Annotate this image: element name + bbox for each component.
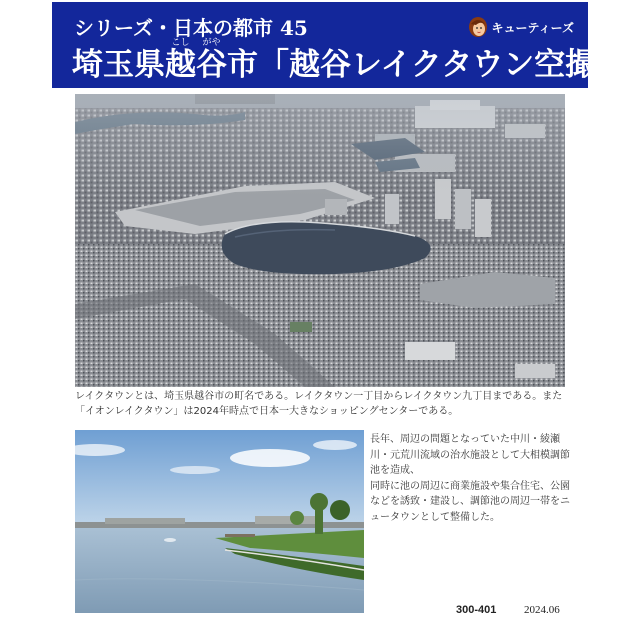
aerial-photo-caption: レイクタウンとは、埼玉県越谷市の町名である。レイクタウン一丁目からレイクタウン九丁目まである。また「イオンレイクタウン」は2024年時点で日本一大きなショッピングセンターである。 bbox=[75, 391, 563, 417]
series-label: シリーズ・日本の都市 45 bbox=[74, 16, 308, 40]
title-prefix: 埼玉県 bbox=[72, 47, 165, 83]
title-gaya bbox=[196, 38, 227, 84]
header-banner bbox=[52, 2, 628, 88]
lake-photo bbox=[75, 430, 364, 613]
girl-face-logo-icon bbox=[468, 16, 488, 38]
ruby-gaya: がや bbox=[196, 38, 227, 48]
title-suffix: 市「越谷レイクタウン空撮」 bbox=[227, 47, 628, 83]
ruby-koshi: こし bbox=[165, 38, 196, 48]
title-gaya-kanji: 谷 bbox=[196, 47, 227, 83]
description-paragraph-2: 同時に池の周辺に商業施設や集合住宅、公園などを誘致・建設し、調節池の周辺一帯をニュータウンとして整備した。 bbox=[370, 480, 570, 523]
aerial-photo-illustration bbox=[75, 94, 565, 387]
lake-photo-illustration bbox=[75, 430, 364, 613]
title-koshi-kanji: 越 bbox=[165, 47, 196, 83]
issue-date: 2024.06 bbox=[524, 604, 560, 616]
title-koshi bbox=[165, 38, 196, 84]
aerial-photo bbox=[75, 94, 565, 387]
description-text bbox=[370, 432, 570, 525]
brand-logo bbox=[468, 16, 574, 38]
page-title bbox=[72, 38, 628, 84]
description-paragraph-1: 長年、周辺の問題となっていた中川・綾瀬川・元荒川流域の治水施設として大相模調節池を造成、 bbox=[370, 434, 570, 476]
brand-name: キューティーズ bbox=[491, 20, 574, 35]
product-code: 300-401 bbox=[456, 604, 497, 616]
